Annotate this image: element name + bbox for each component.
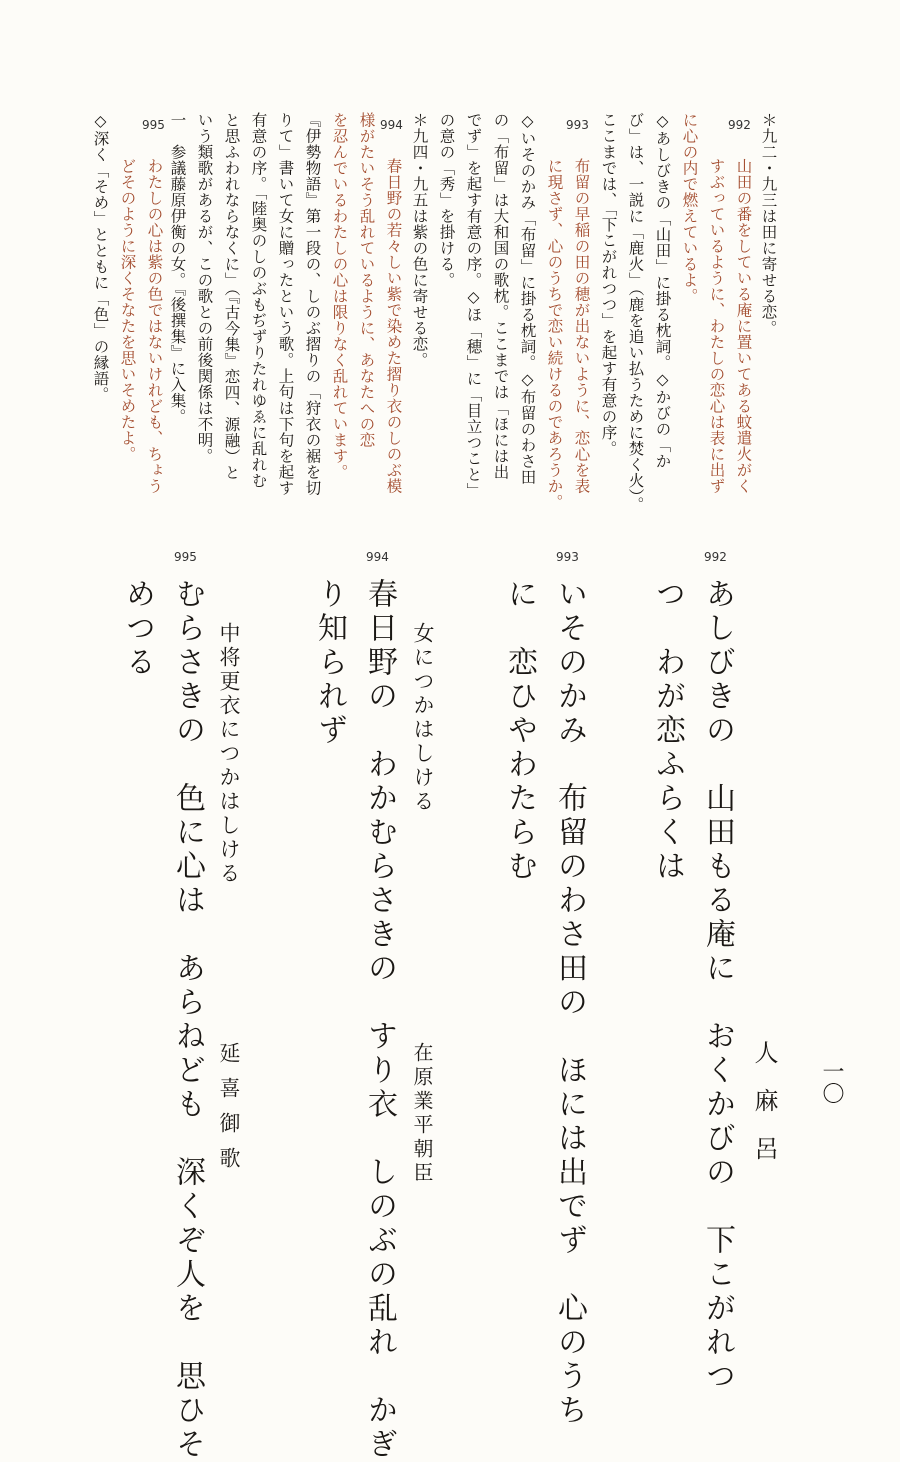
note-comment-993-line-1: ◇いそのかみ「布留」に掛る枕詞。◇布留のわさ田 xyxy=(518,112,537,485)
note-comment-993-line-2: の「布留」は大和国の歌枕。ここまでは「ほには出 xyxy=(491,112,510,480)
note-heading-992-993: ＊九二・九三は田に寄せる恋。 xyxy=(759,112,778,336)
note-comment-994-line-4: と思ふわれならなくに」（『古今集』恋四、源融）と xyxy=(222,112,241,481)
note-translation-995-line-1: わたしの心は紫の色ではないけれども、ちょう xyxy=(145,158,164,494)
note-translation-994-line-1: 春日野の若々しい紫で染めた摺り衣のしのぶ模 xyxy=(384,158,403,494)
poem-994-line-2: り知られず xyxy=(312,578,347,748)
poem-number-993: 993 xyxy=(556,550,579,564)
note-comment-994-line-5: いう類歌があるが、この歌との前後関係は不明。 xyxy=(195,112,214,464)
note-translation-994-line-2: 様がたいそう乱れているように、あなたへの恋 xyxy=(357,112,376,448)
note-translation-992-line-3: に心の内で燃えているよ。 xyxy=(680,112,699,304)
note-number-995: 995 xyxy=(142,118,165,132)
note-translation-994-line-3: を忍んでいるわたしの心は限りなく乱れています。 xyxy=(330,112,349,480)
note-translation-993-line-1: 布留の早稲の田の穂が出ないように、恋心を表 xyxy=(572,158,591,494)
note-heading-994-995: ＊九四・九五は紫の色に寄せる恋。 xyxy=(410,112,429,368)
poem-number-992: 992 xyxy=(704,550,727,564)
note-comment-994-line-3: 有意の序。「陸奥のしのぶもぢずりたれゆゑに乱れむ xyxy=(249,112,268,489)
poem-992-line-1: あしびきの 山田もる庵に おくかびの 下こがれつ xyxy=(700,578,735,1394)
note-number-994: 994 xyxy=(380,118,403,132)
note-comment-994-line-6: 一 参議藤原伊衡の女。『後撰集』に入集。 xyxy=(168,112,187,425)
poem-author-995: 延喜御歌 xyxy=(217,1042,241,1182)
note-translation-992-line-1: 山田の番をしている庵に置いてある蚊遣火がく xyxy=(734,158,753,494)
poem-author-992: 人麻呂 xyxy=(750,1040,778,1184)
poem-author-994: 在原業平朝臣 xyxy=(410,1042,434,1186)
poem-993-line-1: いそのかみ 布留のわさ田の ほには出でず 心のうち xyxy=(552,578,587,1428)
poem-995-line-1: むらさきの 色に心は あらねども 深くぞ人を 思ひそ xyxy=(170,578,205,1462)
note-comment-994-line-1: 『伊勢物語』第一段の、しのぶ摺りの「狩衣の裾を切 xyxy=(303,112,322,496)
poem-number-994: 994 xyxy=(366,550,389,564)
poem-intro-995: 中将更衣につかはしける xyxy=(217,622,241,886)
poem-number-995: 995 xyxy=(174,550,197,564)
note-translation-995-line-2: どそのように深くそなたを思いそめたよ。 xyxy=(118,158,137,462)
poem-intro-994: 女につかはしける xyxy=(411,622,435,814)
note-comment-995-line-1: ◇深く「そめ」とともに「色」の縁語。 xyxy=(91,112,110,403)
note-number-993: 993 xyxy=(566,118,589,132)
note-comment-994-line-2: りて」書いて女に贈ったという歌。上句は下句を起す xyxy=(276,112,295,496)
page-number: 一〇 xyxy=(819,1060,844,1104)
poem-994-line-1: 春日野の わかむらさきの すり衣 しのぶの乱れ かぎ xyxy=(362,578,397,1462)
note-comment-992-line-2: び」は、一説に「鹿火」（鹿を追い払うために焚く火）。 xyxy=(626,112,645,513)
note-translation-993-line-2: に現さず、心のうちで恋い続けるのであろうか。 xyxy=(545,158,564,510)
note-comment-993-line-3: でず」を起す有意の序。◇ほ「穂」に「目立つこと」 xyxy=(464,112,483,499)
poem-995-line-2: めつる xyxy=(120,578,155,680)
poem-992-line-2: つ わが恋ふらくは xyxy=(650,578,685,884)
note-comment-992-line-3: ここまでは、「下こがれつつ」を起す有意の序。 xyxy=(599,112,618,457)
poem-993-line-2: に 恋ひやわたらむ xyxy=(502,578,537,884)
note-translation-992-line-2: すぶっているように、わたしの恋心は表に出ず xyxy=(707,158,726,494)
note-number-992: 992 xyxy=(728,118,751,132)
note-comment-992-line-1: ◇あしびきの「山田」に掛る枕詞。◇かびの「か xyxy=(653,112,672,469)
note-comment-993-line-4: の意の「秀」を掛ける。 xyxy=(437,112,456,288)
